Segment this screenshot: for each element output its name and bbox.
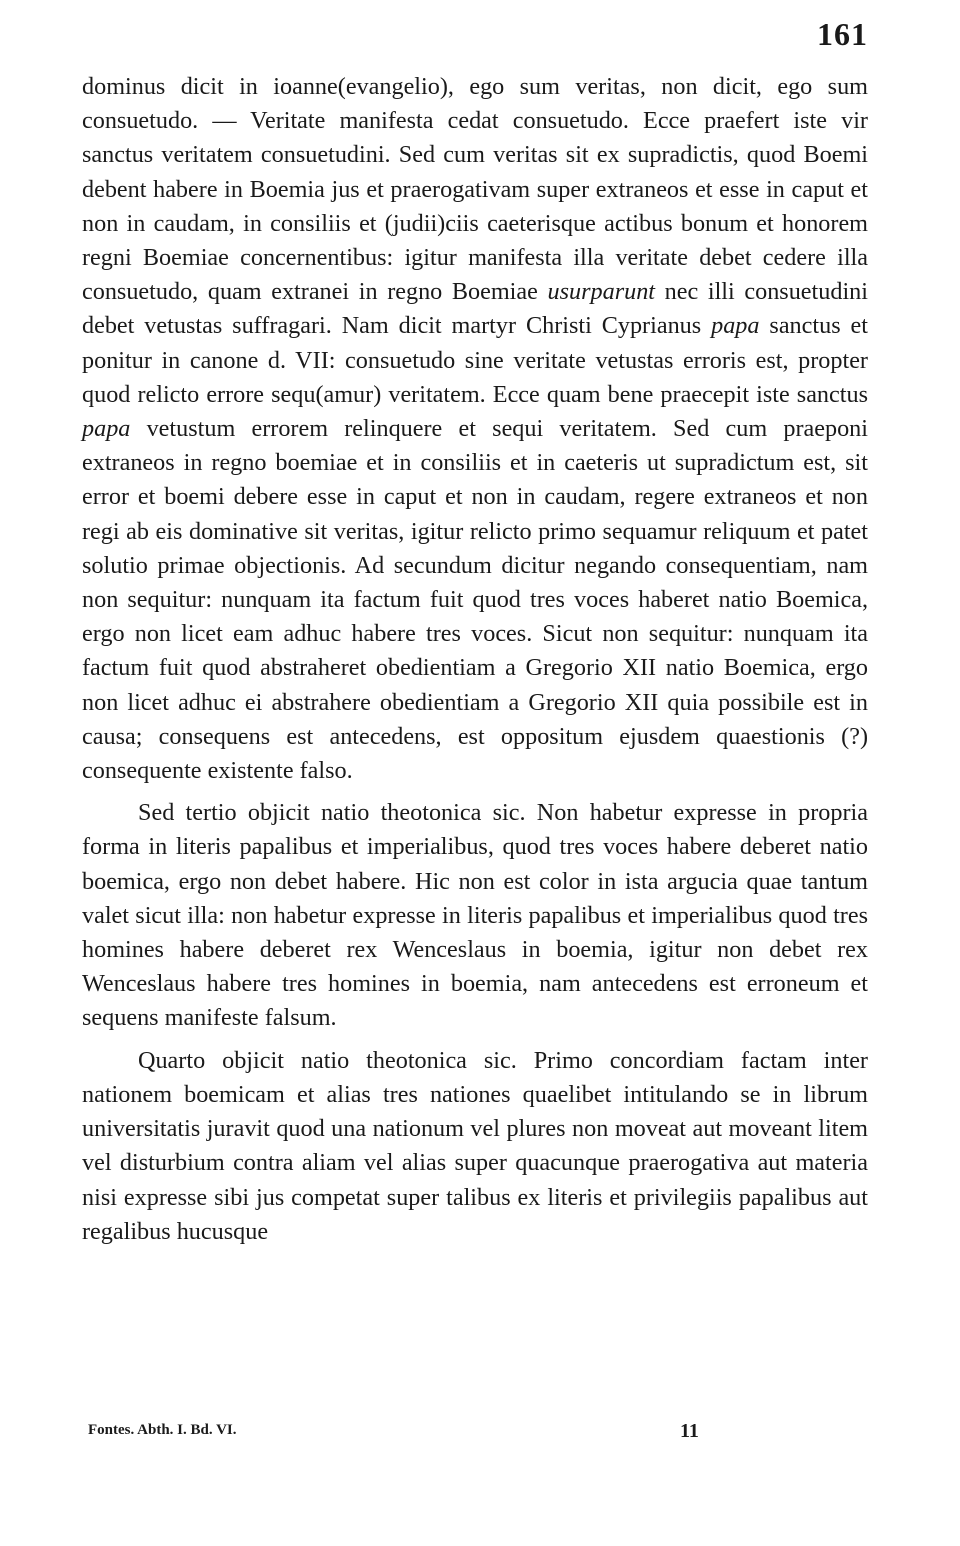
text-segment: nec illi consuetudini debet vetustas suffragari. Nam dicit martyr Christi Cyprianus (82, 278, 868, 340)
text-segment: sanctus et ponitur in canone d. VII: consuetudo sine veritate vetustas erroris est, propter quod relicto errore sequ(amur) veritatem. Ecce quam bene praecepit iste sanctus (82, 312, 868, 408)
italic-text: usurparunt (547, 278, 656, 306)
page-footer (88, 1422, 868, 1446)
text-segment: Sed tertio objicit natio theotonica sic. Non habetur expresse in propria forma in literis papalibus et imperialibus, quod tres voces habere deberet natio boemica, ergo non debet habere. Hic non est color in ista argucia quae tantum valet sicut illa: non habetur expresse in literis papalibus et imperialibus quod tres homines habere deberet rex Wenceslaus in boemia, igitur non debet rex Wenceslaus habere tres homines in boemia, nam antecedens est erroneum et sequens manifeste falsum. (82, 799, 868, 1032)
paragraph (82, 1044, 868, 1249)
footer-source: Fontes. Abth. I. Bd. VI. (88, 1422, 237, 1438)
text-segment: dominus dicit in ioanne(evangelio), ego sum veritas, non dicit, ego sum consuetudo. — Veritate manifesta cedat consuetudo. Ecce praefert iste vir sanctus veritatem consuetudini. Sed cum veritas sit ex supradictis, quod Boemi debent habere in Boemia jus et praerogativam super extraneos et esse in caput et non in caudam, in consiliis et (judii)ciis caeterisque actibus bonum et honorem regni Boemiae concernentibus: igitur manifesta illa veritate debet cedere illa consuetudo, quam extranei in regno Boemiae (82, 73, 868, 306)
page-number: 161 (817, 16, 868, 52)
italic-text: papa (711, 312, 760, 340)
paragraph (82, 796, 868, 1035)
italic-text: papa (82, 415, 131, 443)
text-segment: vetustum errorem relinquere et sequi veritatem. Sed cum praeponi extraneos in regno boemiae et in consiliis et in caeteris ut supradictum est, sit error et boemi debere esse in caput et non in caudam, regere extraneos et non regi ab eis dominative sit veritas, igitur relicto primo sequamur reliquum et patet solutio primae objectionis. Ad secundum dicitur negando consequentiam, nam non sequitur: nunquam ita factum fuit quod tres voces haberet natio Boemica, ergo non licet eam adhuc habere tres voces. Sicut non sequitur: nunquam ita factum fuit quod abstraheret obedientiam a Gregorio XII natio Boemica, ergo non licet adhuc ei abstrahere obedientiam a Gregorio XII quia possibile est in causa; consequens est antecedens, est oppositum ejusdem quaestionis (?) consequente existente falso. (82, 415, 868, 785)
paragraph (82, 70, 868, 788)
body-text (82, 70, 868, 1249)
footer-signature: 11 (680, 1420, 699, 1442)
text-segment: Quarto objicit natio theotonica sic. Primo concordiam factam inter nationem boemicam et alias tres nationes quaelibet intitulando se in librum universitatis juravit quod una nationum vel plures non moveat aut moveant litem vel disturbium contra aliam vel alias super quacunque praerogativa aut materia nisi expresse sibi jus competat super talibus ex literis et privilegiis papalibus aut regalibus hucusque (82, 1046, 868, 1245)
